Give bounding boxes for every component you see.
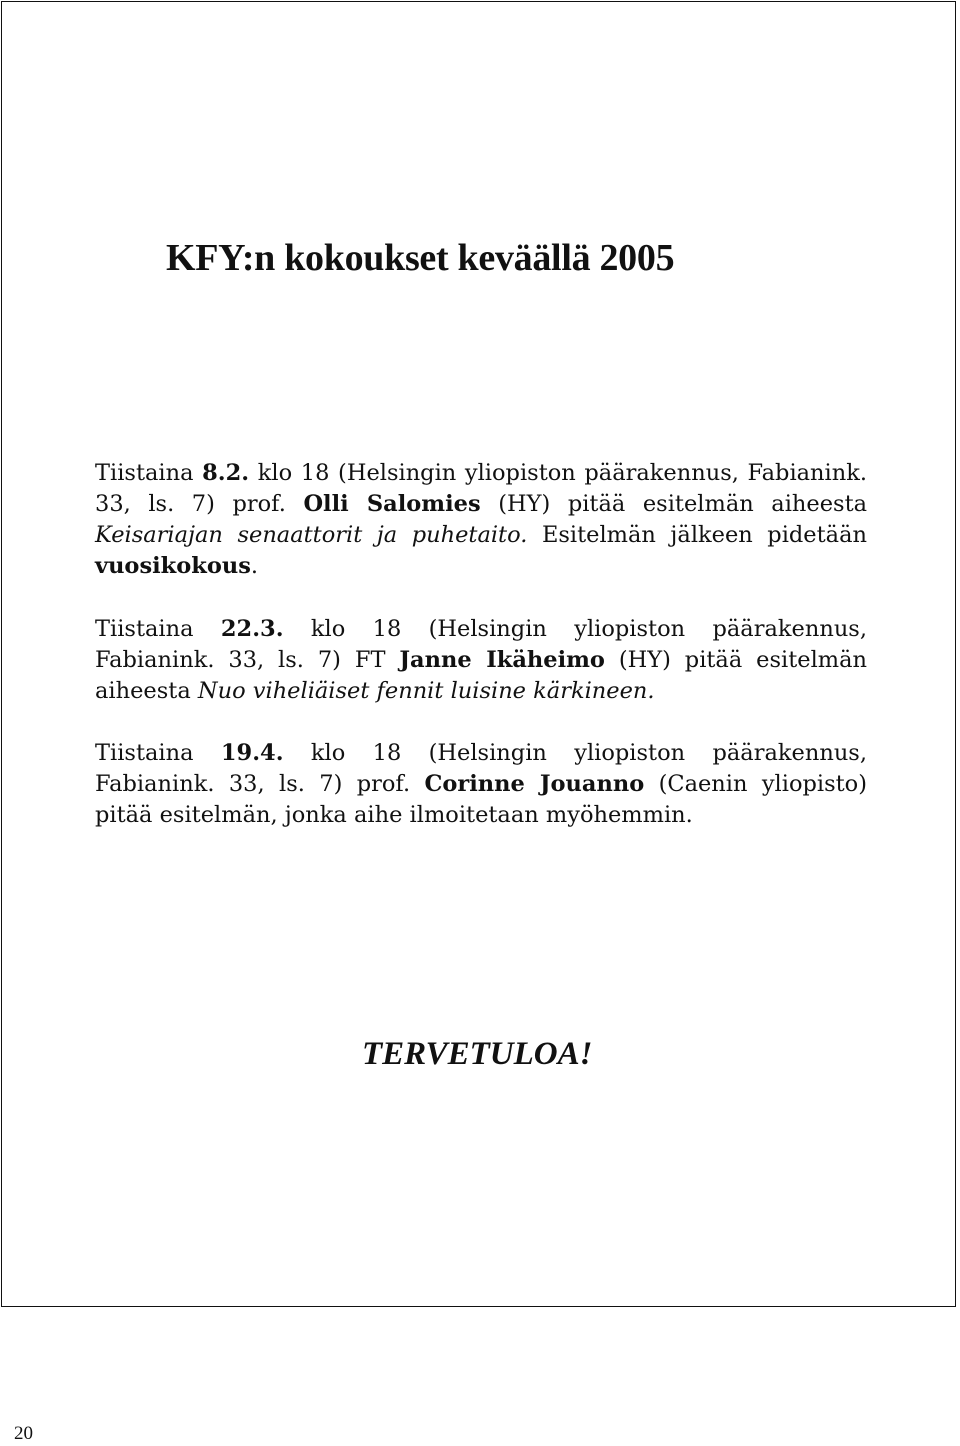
meeting-day: Tiistaina bbox=[95, 460, 194, 486]
meeting-day: Tiistaina bbox=[95, 740, 194, 766]
meeting-extra-end: . bbox=[250, 553, 259, 579]
meeting-date: 22.3. bbox=[220, 616, 284, 642]
meeting-time-place: klo 18 (Helsingin yliopiston päärakennus, Fabianink. 33, ls. 7) FT bbox=[95, 616, 868, 673]
meeting-time-place: klo 18 (Helsingin yliopiston päärakennus, Fabianink. 33, ls. 7) prof. bbox=[95, 740, 868, 797]
meeting-affiliation: (HY) pitää esitelmän aiheesta bbox=[95, 647, 868, 704]
meeting-date: 19.4. bbox=[220, 740, 284, 766]
meeting-affiliation: (Caenin yliopisto) pitää esitelmän, jonka aihe ilmoitetaan myöhemmin. bbox=[95, 771, 868, 828]
meeting-topic: Keisariajan senaattorit ja puhetaito. bbox=[95, 522, 528, 548]
page-title: KFY:n kokoukset keväällä 2005 bbox=[166, 237, 675, 279]
meeting-topic: Nuo viheliäiset fennit luisine kärkineen. bbox=[197, 678, 655, 704]
meeting-entry bbox=[95, 738, 867, 831]
meeting-affiliation: (HY) pitää esitelmän aiheesta bbox=[498, 491, 868, 517]
meeting-speaker: Janne Ikäheimo bbox=[399, 647, 605, 673]
meeting-extra-bold: vuosikokous bbox=[95, 553, 251, 579]
meeting-date: 8.2. bbox=[202, 460, 250, 486]
meeting-speaker: Olli Salomies bbox=[303, 491, 481, 517]
meeting-speaker: Corinne Jouanno bbox=[424, 771, 645, 797]
welcome-text: TERVETULOA! bbox=[362, 1036, 593, 1072]
meeting-time-place: klo 18 (Helsingin yliopiston päärakennus, Fabianink. 33, ls. 7) prof. bbox=[95, 460, 868, 517]
meeting-entry bbox=[95, 614, 867, 707]
page-number: 20 bbox=[14, 1423, 33, 1444]
meeting-entry bbox=[95, 458, 867, 582]
meeting-day: Tiistaina bbox=[95, 616, 194, 642]
meeting-extra-text: Esitelmän jälkeen pidetään bbox=[541, 522, 867, 548]
